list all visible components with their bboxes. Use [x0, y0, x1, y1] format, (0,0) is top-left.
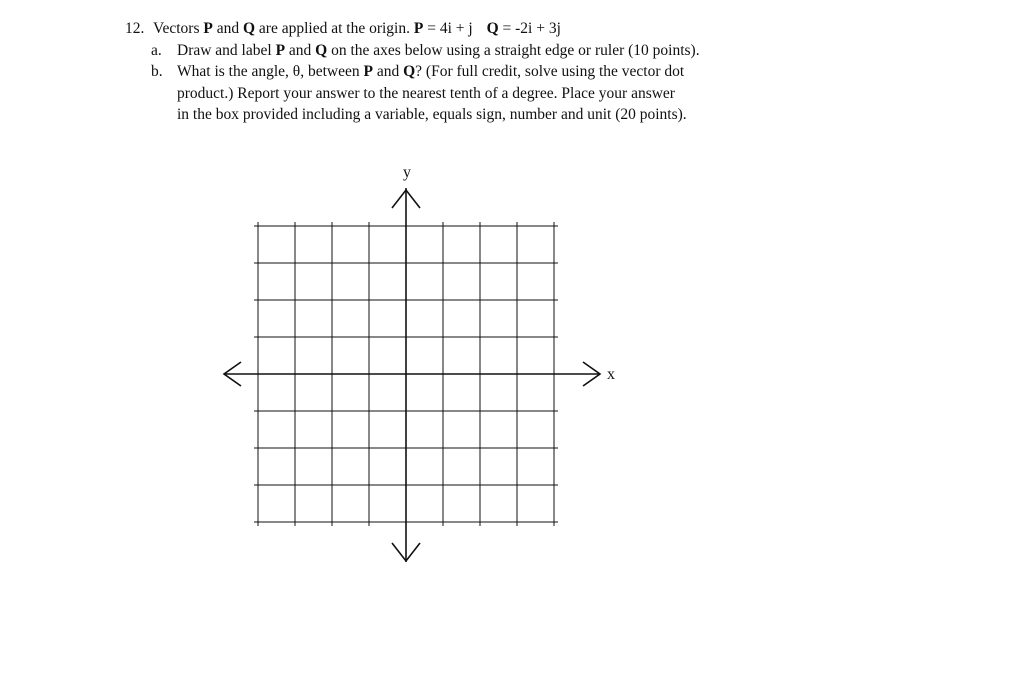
part-a-label: a. [151, 41, 162, 59]
axis-lines [224, 188, 600, 562]
q-equation-value: = -2i + 3j [502, 20, 561, 37]
question-tail: are applied at the origin. [258, 20, 410, 37]
p-equation-label: P [413, 20, 424, 37]
part-b-p: P [363, 63, 373, 80]
part-b-text1: What is the angle, θ, between [177, 63, 360, 80]
part-b-line2: product.) Report your answer to the nearest tenth of a degree. Place your answer [177, 84, 675, 102]
question-number: 12. [125, 20, 145, 37]
p-equation-value: = 4i + j [427, 20, 473, 37]
part-a-and: and [288, 41, 312, 59]
part-b-label: b. [151, 63, 163, 80]
vector-q-name: Q [242, 20, 256, 37]
x-axis-label: x [607, 366, 615, 383]
and-word: and [216, 20, 240, 37]
question-intro: Vectors [153, 20, 200, 37]
part-b-line3: in the box provided including a variable, equals sign, number and unit (20 points). [177, 106, 687, 123]
part-a-p: P [275, 41, 286, 59]
q-equation-label: Q [486, 20, 499, 37]
part-a-text2: on the axes below using a straight edge or ruler (10 points). [331, 41, 700, 59]
part-a-q: Q [315, 41, 328, 59]
part-b-text2: ? (For full credit, solve using the vector dot [415, 63, 685, 80]
vector-p-name: P [203, 20, 213, 37]
part-b-and: and [376, 63, 400, 80]
part-a-text1: Draw and label [177, 41, 272, 59]
y-axis-label: y [403, 164, 411, 181]
part-b-q: Q [403, 63, 416, 80]
